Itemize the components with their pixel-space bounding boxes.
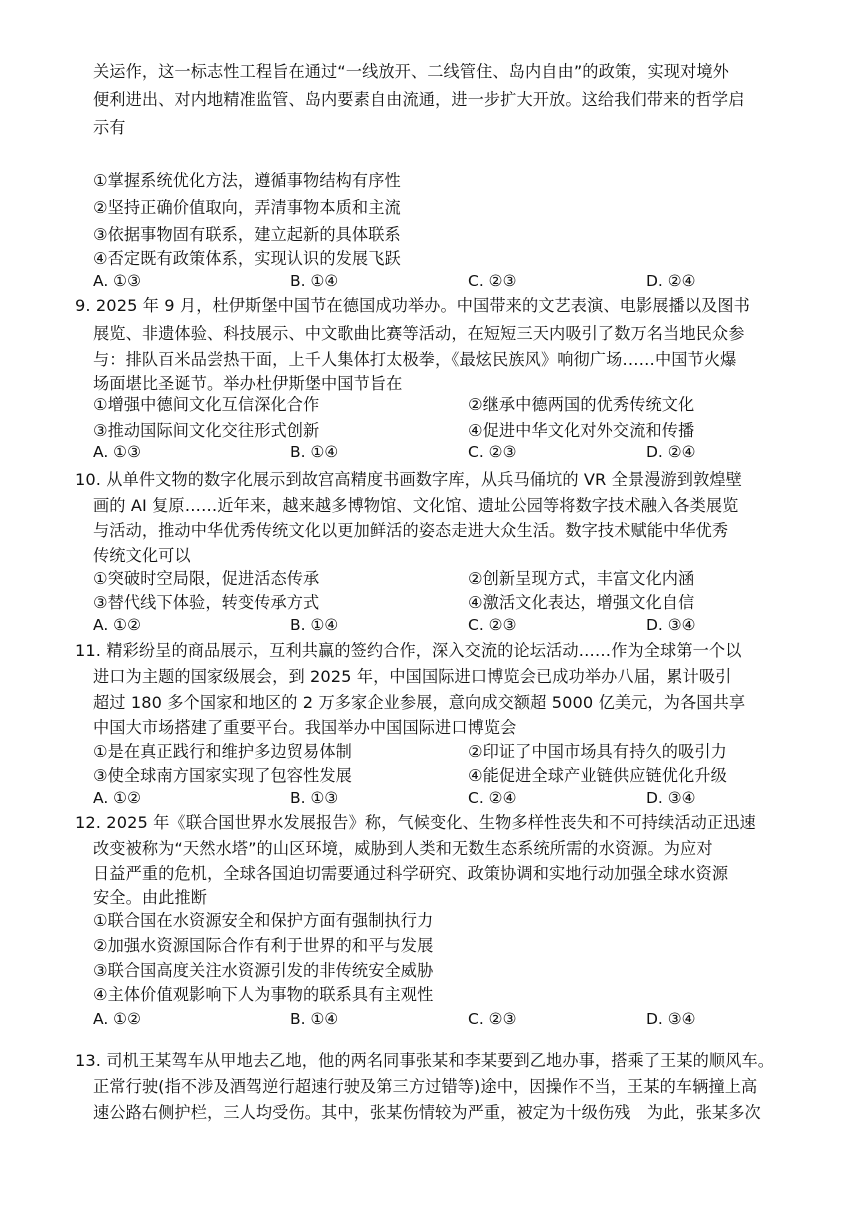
q10-line-2: 画的 AI 复原……近年来，越来越多博物馆、文化馆、遗址公园等将数字技术融入各类展览: [93, 496, 739, 515]
intro-line-1: 关运作，这一标志性工程旨在通过“一线放开、二线管住、岛内自由”的政策，实现对境外: [93, 62, 729, 81]
intro-statement-1: ①掌握系统优化方法，遵循事物结构有序性: [93, 171, 401, 190]
q10-line-4: 传统文化可以: [93, 546, 191, 565]
q10-choice-c: C. ②③: [468, 616, 517, 634]
q10-choice-a: A. ①②: [93, 616, 141, 634]
q12-choice-a: A. ①②: [93, 1010, 141, 1028]
q11-statement-4: ④能促进全球产业链供应链优化升级: [468, 766, 727, 785]
q10-statement-1: ①突破时空局限，促进活态传承: [93, 569, 320, 588]
q11-choice-d: D. ③④: [646, 789, 696, 807]
q12-line-2: 改变被称为“天然水塔”的山区环境，威胁到人类和无数生态系统所需的水资源。为应对: [93, 839, 713, 858]
q10-line-1: 10. 从单件文物的数字化展示到故宫高精度书画数字库，从兵马俑坑的 VR 全景漫游到敦煌壁: [75, 470, 742, 489]
q11-line-4: 中国大市场搭建了重要平台。我国举办中国国际进口博览会: [93, 718, 517, 737]
q9-choice-b: B. ①④: [290, 443, 339, 461]
q12-statement-2: ②加强水资源国际合作有利于世界的和平与发展: [93, 936, 434, 955]
q11-line-2: 进口为主题的国家级展会，到 2025 年，中国国际进口博览会已成功举办八届，累计吸引: [93, 667, 732, 686]
intro-choice-c: C. ②③: [468, 272, 517, 290]
q12-line-4: 安全。由此推断: [93, 888, 208, 907]
q10-statement-4: ④激活文化表达，增强文化自信: [468, 593, 695, 612]
q11-line-3: 超过 180 多个国家和地区的 2 万多家企业参展，意向成交额超 5000 亿美元，为各国共享: [93, 693, 746, 712]
intro-statement-2: ②坚持正确价值取向，弄清事物本质和主流: [93, 198, 401, 217]
intro-statement-3: ③依据事物固有联系，建立起新的具体联系: [93, 225, 401, 244]
q9-statement-2: ②继承中德两国的优秀传统文化: [468, 395, 695, 414]
q10-statement-2: ②创新呈现方式，丰富文化内涵: [468, 569, 695, 588]
q12-statement-1: ①联合国在水资源安全和保护方面有强制执行力: [93, 911, 434, 930]
q11-statement-1: ①是在真正践行和维护多边贸易体制: [93, 742, 352, 761]
q9-line-2: 展览、非遗体验、科技展示、中文歌曲比赛等活动，在短短三天内吸引了数万名当地民众参: [93, 324, 745, 343]
intro-statement-4: ④否定既有政策体系，实现认识的发展飞跃: [93, 249, 401, 268]
q11-choice-a: A. ①②: [93, 789, 141, 807]
q9-choice-a: A. ①③: [93, 443, 141, 461]
q13-line-3: 速公路右侧护栏，三人均受伤。其中，张某伤情较为严重，被定为十级伤残 为此，张某多次: [93, 1103, 761, 1122]
q12-line-3: 日益严重的危机，全球各国迫切需要通过科学研究、政策协调和实地行动加强全球水资源: [93, 864, 729, 883]
q9-line-4: 场面堪比圣诞节。举办杜伊斯堡中国节旨在: [93, 374, 403, 393]
q11-choice-c: C. ②④: [468, 789, 517, 807]
q9-choice-c: C. ②③: [468, 443, 517, 461]
q13-line-2: 正常行驶(指不涉及酒驾逆行超速行驶及第三方过错等)途中，因操作不当，王某的车辆撞上高: [93, 1077, 758, 1096]
q12-choice-b: B. ①④: [290, 1010, 339, 1028]
q9-statement-3: ③推动国际间文化交往形式创新: [93, 421, 320, 440]
q10-line-3: 与活动，推动中华优秀传统文化以更加鲜活的姿态走进大众生活。数字技术赋能中华优秀: [93, 521, 729, 540]
q12-line-1: 12. 2025 年《联合国世界水发展报告》称，气候变化、生物多样性丧失和不可持续活动正迅速: [75, 813, 756, 832]
q10-choice-b: B. ①④: [290, 616, 339, 634]
intro-choice-b: B. ①④: [290, 272, 339, 290]
q9-statement-4: ④促进中华文化对外交流和传播: [468, 421, 695, 440]
q11-statement-2: ②印证了中国市场具有持久的吸引力: [468, 742, 727, 761]
q9-line-1: 9. 2025 年 9 月，杜伊斯堡中国节在德国成功举办。中国带来的文艺表演、电影展播以及图书: [75, 296, 750, 315]
q10-choice-d: D. ③④: [646, 616, 696, 634]
q12-statement-3: ③联合国高度关注水资源引发的非传统安全威胁: [93, 961, 434, 980]
q9-statement-1: ①增强中德间文化互信深化合作: [93, 395, 320, 414]
q12-choice-c: C. ②③: [468, 1010, 517, 1028]
intro-line-3: 示有: [93, 118, 126, 137]
q9-choice-d: D. ②④: [646, 443, 696, 461]
intro-line-2: 便利进出、对内地精准监管、岛内要素自由流通，进一步扩大开放。这给我们带来的哲学启: [93, 90, 745, 109]
q10-statement-3: ③替代线下体验，转变传承方式: [93, 593, 320, 612]
q9-line-3: 与：排队百米品尝热干面，上千人集体打太极拳，《最炫民族风》响彻广场……中国节火爆: [93, 350, 737, 369]
q13-line-1: 13. 司机王某驾车从甲地去乙地，他的两名同事张某和李某要到乙地办事，搭乘了王某的顺风车。: [75, 1051, 775, 1070]
q11-line-1: 11. 精彩纷呈的商品展示，互利共赢的签约合作，深入交流的论坛活动……作为全球第一个以: [75, 641, 742, 660]
q11-choice-b: B. ①③: [290, 789, 339, 807]
intro-choice-a: A. ①③: [93, 272, 141, 290]
q11-statement-3: ③使全球南方国家实现了包容性发展: [93, 766, 352, 785]
q12-choice-d: D. ③④: [646, 1010, 696, 1028]
intro-choice-d: D. ②④: [646, 272, 696, 290]
q12-statement-4: ④主体价值观影响下人为事物的联系具有主观性: [93, 985, 434, 1004]
